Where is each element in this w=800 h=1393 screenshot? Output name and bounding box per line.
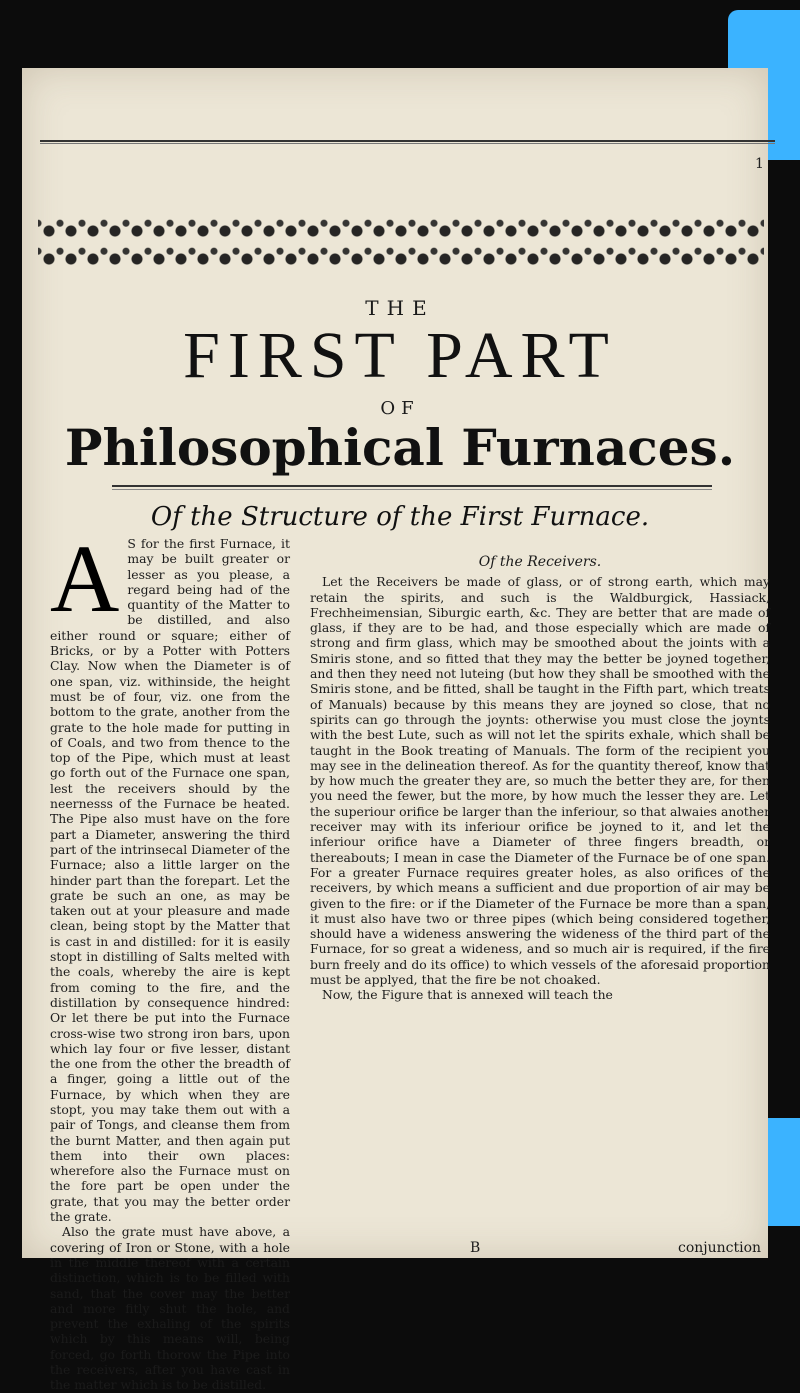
top-rule bbox=[40, 140, 775, 142]
heading-the: THE bbox=[365, 296, 435, 320]
page-number: 1 bbox=[755, 156, 764, 172]
heading-philosophical-furnaces: Philosophical Furnaces. bbox=[64, 418, 736, 477]
section-heading-receivers: Of the Receivers. bbox=[478, 554, 602, 570]
right-paragraph-2: Now, the Figure that is annexed will teach the bbox=[322, 987, 613, 1003]
catchword: conjunction bbox=[678, 1240, 762, 1256]
left-paragraph-2: Also the grate must have above, a covering of Iron or Stone, with a hole in the middle thereof with a certain distinction, which is to be filled with sand, that the cover may the better and more fitly shut the hole, and prevent the exhaling of the spirits which by this means will, being forced, go forth thorow the Pipe into the receivers, after you have cast in the matter which is to be distilled. bbox=[50, 1224, 290, 1393]
chapter-subtitle: Of the Structure of the First Furnace. bbox=[150, 502, 650, 532]
heading-first-part: FIRST PART bbox=[183, 319, 617, 392]
right-column bbox=[310, 555, 770, 1003]
drop-cap: A bbox=[50, 525, 120, 632]
right-paragraph-1: Let the Receivers be made of glass, or of strong earth, which may retain the spirits, and such is the Waldburgick, Hassiack, Frechheimensian, Siburgic earth, &c. They are better that are made of glass, if they are to be had, and those especially which are made of strong and firm glass, which may be smoothed about the joints with a Smiris stone, and so fitted that they may the better be joyned together, and then they need not luteing (but how they shall be smoothed with the Smiris stone, and be fitted, shall be taught in the Fifth part, which treats of Manuals) because by this means they are joyned so close, that no spirits can go through the joynts: otherwise you must close the joynts with the best Lute, such as will not let the spirits exhale, which shall be taught in the Book treating of Manuals. The form of the recipient you may see in the delineation thereof. As for the quantity thereof, know that by how much the greater they are, so much the better they are, for then you need the fewer, but the more, by how much the lesser they are. Let the superiour orifice be larger than the inferiour, so that alwaies another receiver may with its inferiour orifice be joyned to it, and let the inferiour orifice have a Diameter of three fingers breadth, or thereabouts; I mean in case the Diameter of the Furnace be of one span. For a greater Furnace requires greater holes, as also orifices of the receivers, by which means a sufficient and due proportion of air may be given to the fire: or if the Diameter of the Furnace be more than a span, it must also have two or three pipes (which being considered together, should have a wideness answering the wideness of the third part of the Furnace, for so great a wideness, and so much air is required, if the fire burn freely and do its office) to which vessels of the aforesaid proportion must be applyed, that the fire be not choaked. bbox=[310, 574, 770, 988]
heading-rule bbox=[112, 485, 712, 487]
top-rule-thin bbox=[40, 143, 775, 144]
ornament-band-upper bbox=[38, 218, 764, 244]
signature-mark: B bbox=[470, 1240, 481, 1256]
left-paragraph-1: S for the first Furnace, it may be built greater or lesser as you please, a regard being had of the quantity of the Matter to be distilled, and also either round or square; either of Bricks, or by a Potter with Potters Clay. Now when the Diameter is of one span, viz. withinside, the height must be of four, viz. one from the bottom to the grate, another from the grate to the hole made for putting in of Coals, and two from thence to the top of the Pipe, which must at least go forth out of the Furnace one span, lest the receivers should by the neernesss of the Furnace be heated. The Pipe also must have on the fore part a Diameter, answering the third part of the intrinsecal Diameter of the Furnace; also a little larger on the hinder part than the forepart. Let the grate be such an one, as may be taken out at your pleasure and made clean, being stopt by the Matter that is cast in and distilled: for it is easily stopt in distilling of Salts melted with the coals, whereby the aire is kept from coming to the fire, and the distillation by consequence hindred: Or let there be put into the Furnace cross-wise two strong iron bars, upon which lay four or five lesser, distant the one from the other the breadth of a finger, going a little out of the Furnace, by which when they are stopt, you may take them out with a pair of Tongs, and cleanse them from the burnt Matter, and then again put them into their own places: wherefore also the Furnace must on the fore part be open under the grate, that you may the better order the grate. bbox=[50, 536, 290, 1225]
heading-of: OF bbox=[380, 398, 420, 419]
ornament-band-lower bbox=[38, 246, 764, 272]
left-column bbox=[50, 525, 290, 1393]
heading-rule-thin bbox=[112, 489, 712, 490]
